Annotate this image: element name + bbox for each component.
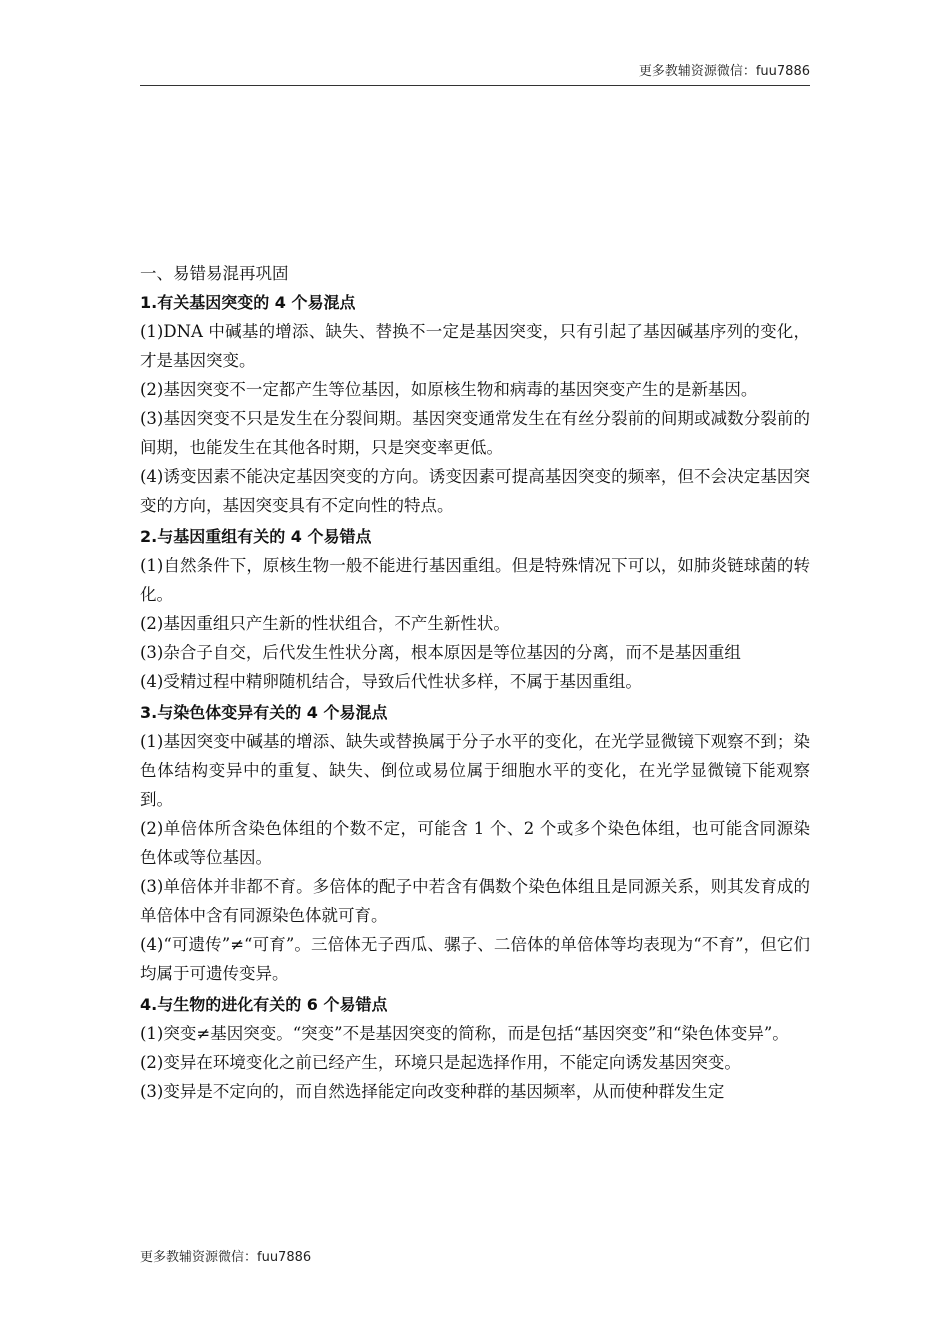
group-chromosome-variation [140,698,810,988]
group-evolution [140,990,810,1106]
list-item: (1)基因突变中碱基的增添、缺失或替换属于分子水平的变化，在光学显微镜下观察不到；染色体结构变异中的重复、缺失、倒位或易位属于细胞水平的变化，在光学显微镜下能观察到。 [140,732,810,809]
list-item: (2)基因重组只产生新的性状组合，不产生新性状。 [140,614,510,633]
list-item: (2)基因突变不一定都产生等位基因，如原核生物和病毒的基因突变产生的是新基因。 [140,380,758,399]
list-item: (1)DNA 中碱基的增添、缺失、替换不一定是基因突变，只有引起了基因碱基序列的变化，才是基因突变。 [140,322,810,370]
list-item: (3)单倍体并非都不育。多倍体的配子中若含有偶数个染色体组且是同源关系，则其发育成的单倍体中含有同源染色体就可育。 [140,877,810,925]
document-body [140,259,810,1108]
page-header: 更多教辅资源微信：fuu7886 [638,64,810,79]
group-heading: 3.与染色体变异有关的 4 个易混点 [140,703,388,722]
list-item: (3)基因突变不只是发生在分裂间期。基因突变通常发生在有丝分裂前的间期或减数分裂前的间期，也能发生在其他各时期，只是突变率更低。 [140,409,810,457]
group-heading: 4.与生物的进化有关的 6 个易错点 [140,995,388,1014]
list-item: (4)“可遗传”≠“可育”。三倍体无子西瓜、骡子、二倍体的单倍体等均表现为“不育”，但它们均属于可遗传变异。 [140,935,810,983]
list-item: (1)自然条件下，原核生物一般不能进行基因重组。但是特殊情况下可以，如肺炎链球菌的转化。 [140,556,810,604]
list-item: (4)诱变因素不能决定基因突变的方向。诱变因素可提高基因突变的频率，但不会决定基因突变的方向，基因突变具有不定向性的特点。 [140,467,810,515]
list-item: (3)变异是不定向的，而自然选择能定向改变种群的基因频率，从而使种群发生定 [140,1082,725,1101]
section-title: 一、易错易混再巩固 [140,264,289,283]
group-gene-recombination [140,522,810,696]
list-item: (2)变异在环境变化之前已经产生，环境只是起选择作用，不能定向诱发基因突变。 [140,1053,741,1072]
list-item: (4)受精过程中精卵随机结合，导致后代性状多样，不属于基因重组。 [140,672,642,691]
list-item: (3)杂合子自交，后代发生性状分离，根本原因是等位基因的分离，而不是基因重组 [140,643,741,662]
list-item: (1)突变≠基因突变。“突变”不是基因突变的简称，而是包括“基因突变”和“染色体变异”。 [140,1024,789,1043]
group-gene-mutation [140,288,810,520]
page-footer: 更多教辅资源微信：fuu7886 [140,1250,312,1265]
group-heading: 1.有关基因突变的 4 个易混点 [140,293,356,312]
list-item: (2)单倍体所含染色体组的个数不定，可能含 1 个、2 个或多个染色体组，也可能含同源染色体或等位基因。 [140,819,810,867]
group-heading: 2.与基因重组有关的 4 个易错点 [140,527,372,546]
header-divider [140,85,810,86]
